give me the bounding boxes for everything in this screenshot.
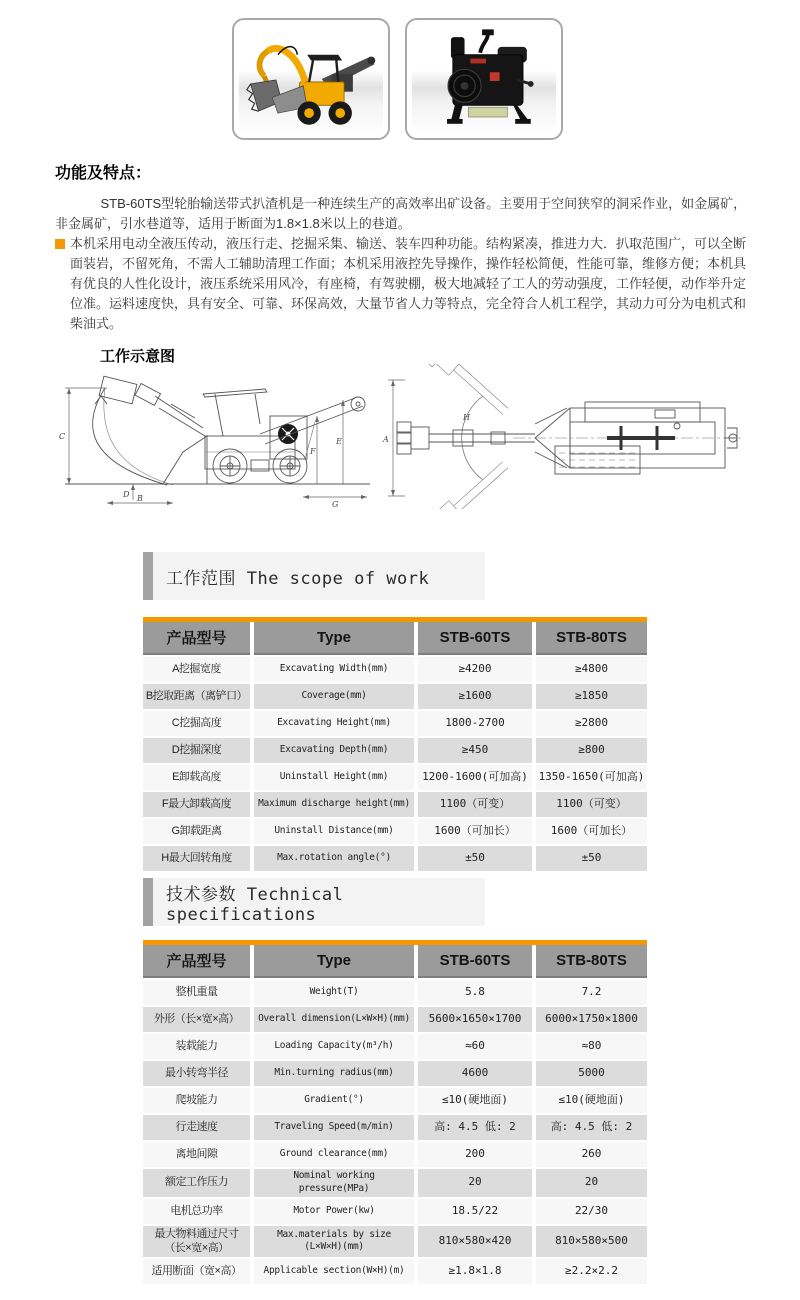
features-bullet-paragraph — [55, 234, 753, 334]
table-cell: 1600（可加长） — [418, 819, 532, 844]
table-cell: Min.turning radius(mm) — [254, 1061, 414, 1086]
dim-label-h: H — [463, 413, 470, 422]
table-cell: Motor Power(kw) — [254, 1199, 414, 1224]
table-header-cell: STB-80TS — [536, 945, 647, 978]
table-cell: Maximum discharge height(mm) — [254, 792, 414, 817]
table-cell: 最大物料通过尺寸（长×宽×高） — [143, 1226, 250, 1258]
table-cell: 5000 — [536, 1061, 647, 1086]
table-cell: Weight(T) — [254, 980, 414, 1005]
table-cell: ≥1850 — [536, 684, 647, 709]
table-cell: E卸载高度 — [143, 765, 250, 790]
specs-section-title: 技术参数 Technical specifications — [166, 884, 344, 925]
table-cell: ≈80 — [536, 1034, 647, 1059]
dim-label-f: F — [310, 447, 316, 456]
table-cell: Uninstall Height(mm) — [254, 765, 414, 790]
table-cell: 离地间隙 — [143, 1142, 250, 1167]
table-header-cell: STB-60TS — [418, 622, 532, 655]
scope-section-header — [143, 552, 485, 600]
table-cell: Ground clearance(mm) — [254, 1142, 414, 1167]
table-header-cell: Type — [254, 622, 414, 655]
top-view-drawing — [382, 364, 741, 509]
working-diagram — [55, 364, 745, 509]
diesel-engine-illustration — [412, 25, 556, 133]
dim-label-a: A — [383, 435, 389, 444]
table-cell: Traveling Speed(m/min) — [254, 1115, 414, 1140]
table-cell: 810×580×420 — [418, 1226, 532, 1258]
table-cell: 5.8 — [418, 980, 532, 1005]
table-cell: 高: 4.5 低: 2 — [418, 1115, 532, 1140]
table-cell: ±50 — [536, 846, 647, 871]
diesel-engine-photo — [412, 25, 556, 133]
dim-label-d: D — [123, 490, 130, 499]
table-cell: 260 — [536, 1142, 647, 1167]
table-header-cell: 产品型号 — [143, 945, 250, 978]
table-header-cell: 产品型号 — [143, 622, 250, 655]
table-cell: C挖掘高度 — [143, 711, 250, 736]
table-cell: 适用断面（宽×高） — [143, 1259, 250, 1284]
table-cell: ≥2.2×2.2 — [536, 1259, 647, 1284]
features-heading: 功能及特点： — [55, 165, 152, 182]
table-cell: 7.2 — [536, 980, 647, 1005]
features-intro-paragraph: STB-60TS型轮胎输送带式扒渣机是一种连续生产的高效率出矿设备。主要用于空间狭窄的洞采作业，如金属矿，非金属矿，引水巷道等，适用于断面为1.8×1.8米以上的巷道。 — [55, 196, 747, 231]
loader-machine-photo — [239, 25, 383, 133]
table-cell: 装载能力 — [143, 1034, 250, 1059]
table-cell: ≥1.8×1.8 — [418, 1259, 532, 1284]
table-cell: 20 — [536, 1169, 647, 1197]
table-header-cell: STB-60TS — [418, 945, 532, 978]
dim-label-c: C — [59, 432, 66, 441]
table-cell: B挖取距离（离铲口） — [143, 684, 250, 709]
table-cell: 18.5/22 — [418, 1199, 532, 1224]
table-cell: 5600×1650×1700 — [418, 1007, 532, 1032]
table-cell: Applicable section(W×H)(m) — [254, 1259, 414, 1284]
table-cell: ≤10(硬地面) — [418, 1088, 532, 1113]
table-cell: 电机总功率 — [143, 1199, 250, 1224]
scope-of-work-table — [143, 617, 647, 871]
table-cell: 810×580×500 — [536, 1226, 647, 1258]
table-cell: G卸载距离 — [143, 819, 250, 844]
table-cell: ≥800 — [536, 738, 647, 763]
table-header-cell: STB-80TS — [536, 622, 647, 655]
table-cell: ±50 — [418, 846, 532, 871]
table-cell: A挖掘宽度 — [143, 657, 250, 682]
technical-specifications-table — [143, 940, 647, 1284]
diagram-title: 工作示意图 — [100, 348, 176, 365]
table-cell: H最大回转角度 — [143, 846, 250, 871]
table-cell: 4600 — [418, 1061, 532, 1086]
table-cell: ≥450 — [418, 738, 532, 763]
loader-machine-illustration — [239, 25, 383, 133]
table-cell: Uninstall Distance(mm) — [254, 819, 414, 844]
table-cell: Nominal working pressure(MPa) — [254, 1169, 414, 1197]
table-cell: 200 — [418, 1142, 532, 1167]
side-view-drawing — [59, 376, 370, 509]
table-cell: Coverage(mm) — [254, 684, 414, 709]
table-cell: ≤10(硬地面) — [536, 1088, 647, 1113]
table-cell: Loading Capacity(m³/h) — [254, 1034, 414, 1059]
table-cell: 最小转弯半径 — [143, 1061, 250, 1086]
table-cell: Excavating Depth(mm) — [254, 738, 414, 763]
table-cell: Max.materials by size (L×W×H)(mm) — [254, 1226, 414, 1258]
specs-section-header — [143, 878, 485, 926]
table-cell: 整机重量 — [143, 980, 250, 1005]
product-photo-card-loader[interactable] — [232, 18, 390, 140]
table-cell: 行走速度 — [143, 1115, 250, 1140]
dim-label-e: E — [336, 437, 342, 446]
table-cell: ≥1600 — [418, 684, 532, 709]
table-cell: 20 — [418, 1169, 532, 1197]
table-cell: 爬坡能力 — [143, 1088, 250, 1113]
product-photo-card-engine[interactable] — [405, 18, 563, 140]
table-cell: 1100（可变） — [418, 792, 532, 817]
table-cell: Excavating Width(mm) — [254, 657, 414, 682]
table-cell: Overall dimension(L×W×H)(mm) — [254, 1007, 414, 1032]
table-cell: 1200-1600(可加高) — [418, 765, 532, 790]
table-cell: 1600（可加长） — [536, 819, 647, 844]
table-cell: F最大卸载高度 — [143, 792, 250, 817]
table-cell: 1350-1650(可加高) — [536, 765, 647, 790]
table-header-cell: Type — [254, 945, 414, 978]
table-cell: ≈60 — [418, 1034, 532, 1059]
features-bullet-text: 本机采用电动全液压传动，液压行走、挖掘采集、输送、装车四种功能。结构紧凑，推进力大．扒取范围广，可以全断面装岩，不留死角，不需人工辅助清理工作面；本机采用液控先导操作，操作轻松简便，性能可靠，维修方便；本机具有优良的人性化设计，液压系统采用风冷，有座椅，有驾驶棚，极大地减轻了工人的劳动强度，工作轻便，动作举升定位准。运料速度快，具有安全、可靠、环保高效，大量节省人力等特点，完全符合人机工程学，其动力可分为电机式和柴油式。 — [70, 236, 747, 331]
table-cell: 1100（可变） — [536, 792, 647, 817]
table-cell: 6000×1750×1800 — [536, 1007, 647, 1032]
dim-label-g: G — [332, 500, 339, 509]
table-cell: D挖掘深度 — [143, 738, 250, 763]
table-cell: Gradient(°) — [254, 1088, 414, 1113]
table-cell: Max.rotation angle(°) — [254, 846, 414, 871]
table-cell: 外形（长×宽×高） — [143, 1007, 250, 1032]
table-cell: 高: 4.5 低: 2 — [536, 1115, 647, 1140]
table-cell: ≥4200 — [418, 657, 532, 682]
dim-label-b: B — [137, 494, 143, 503]
table-cell: Excavating Height(mm) — [254, 711, 414, 736]
scope-section-title: 工作范围 The scope of work — [166, 568, 430, 589]
table-cell: 1800-2700 — [418, 711, 532, 736]
table-cell: ≥4800 — [536, 657, 647, 682]
table-cell: 额定工作压力 — [143, 1169, 250, 1197]
table-cell: ≥2800 — [536, 711, 647, 736]
table-cell: 22/30 — [536, 1199, 647, 1224]
orange-square-bullet-icon — [55, 239, 65, 249]
